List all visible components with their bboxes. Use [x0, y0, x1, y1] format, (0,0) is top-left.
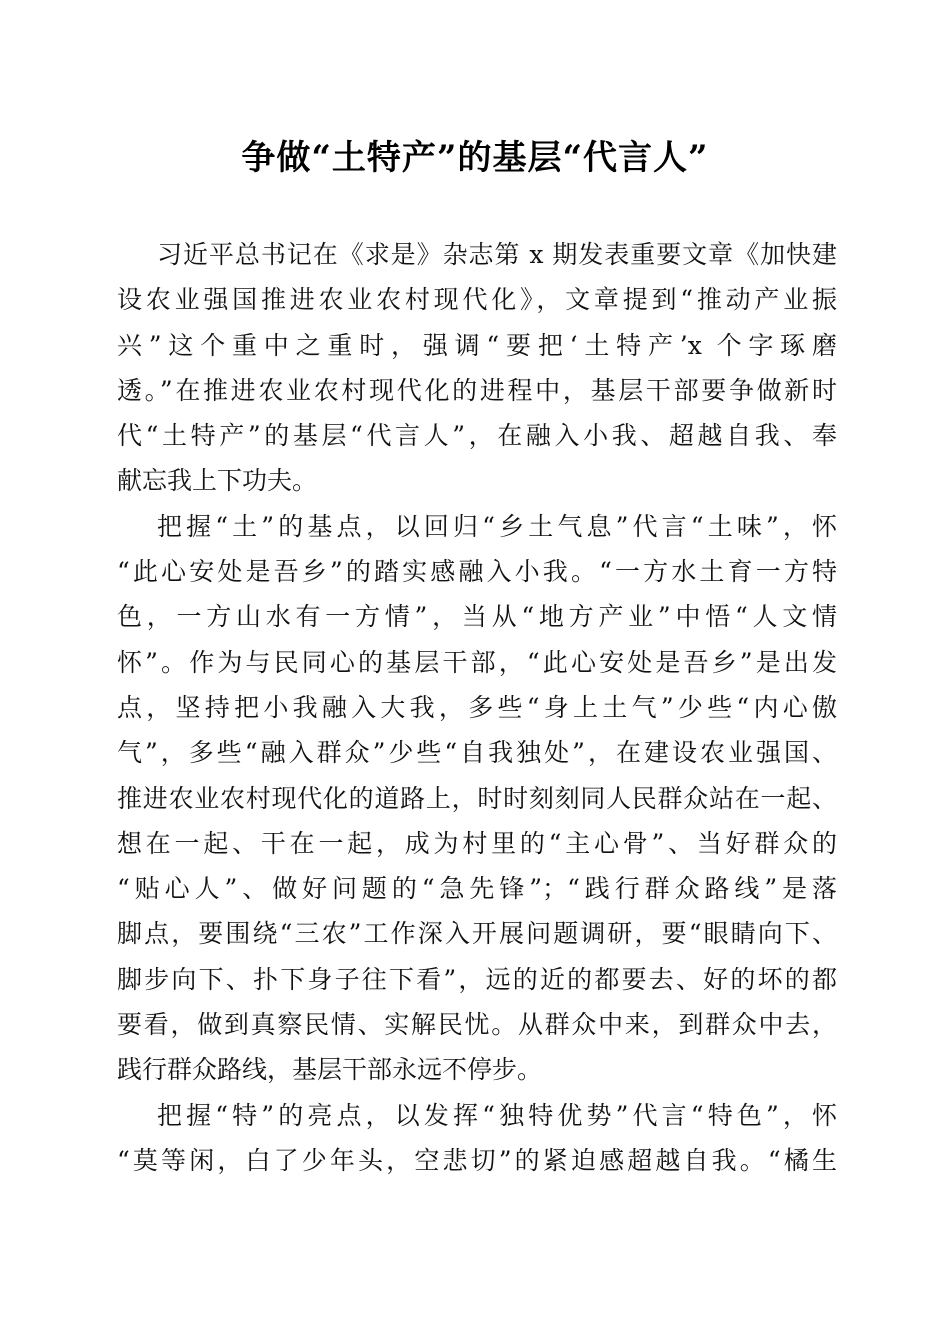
text-line: 把握“土”的基点，以回归“乡土气息”代言“土味”，怀: [157, 511, 837, 541]
text-line: 推进农业农村现代化的道路上，时时刻刻同人民群众站在一起、: [117, 783, 837, 813]
text-line: 透。”在推进农业农村现代化的进程中，基层干部要争做新时: [117, 375, 837, 405]
paragraph: [117, 1093, 837, 1184]
text-line: 设农业强国推进农业农村现代化》，文章提到“推动产业振: [117, 285, 837, 315]
text-line: 脚点，要围绕“三农”工作深入开展问题调研，要“眼睛向下、: [117, 919, 837, 949]
paragraph: [117, 504, 837, 1093]
text-line: 想在一起、干在一起，成为村里的“主心骨”、当好群众的: [117, 828, 837, 858]
text-line: 兴”这个重中之重时，强调“要把‘土特产’x 个字琢磨: [117, 330, 837, 360]
text-line: 气”，多些“融入群众”少些“自我独处”，在建设农业强国、: [117, 738, 837, 768]
text-line: 脚步向下、扑下身子往下看”，远的近的都要去、好的坏的都: [117, 964, 837, 994]
text-line: “此心安处是吾乡”的踏实感融入小我。“一方水土育一方特: [117, 557, 837, 587]
text-line: 践行群众路线，基层干部永远不停步。: [117, 1055, 543, 1085]
text-line: 习近平总书记在《求是》杂志第 x 期发表重要文章《加快建: [157, 240, 837, 269]
page-title: 争做“土特产”的基层“代言人”: [241, 138, 709, 178]
text-line: 怀”。作为与民同心的基层干部，“此心安处是吾乡”是出发: [117, 647, 837, 677]
text-line: 献忘我上下功夫。: [117, 466, 318, 496]
text-line: “贴心人”、做好问题的“急先锋”；“践行群众路线”是落: [117, 874, 837, 904]
text-line: 把握“特”的亮点，以发挥“独特优势”代言“特色”，怀: [157, 1100, 837, 1130]
text-line: 色，一方山水有一方情”，当从“地方产业”中悟“人文情: [117, 602, 838, 632]
text-line: 要看，做到真察民情、实解民忧。从群众中来，到群众中去，: [117, 1010, 837, 1040]
document-body: [117, 232, 837, 1183]
text-line: 代“土特产”的基层“代言人”，在融入小我、超越自我、奉: [117, 421, 837, 451]
text-line: 点，坚持把小我融入大我，多些“身上土气”少些“内心傲: [117, 692, 837, 722]
paragraph: [117, 232, 837, 504]
text-line: “莫等闲，白了少年头，空悲切”的紧迫感超越自我。“橘生: [117, 1145, 837, 1175]
